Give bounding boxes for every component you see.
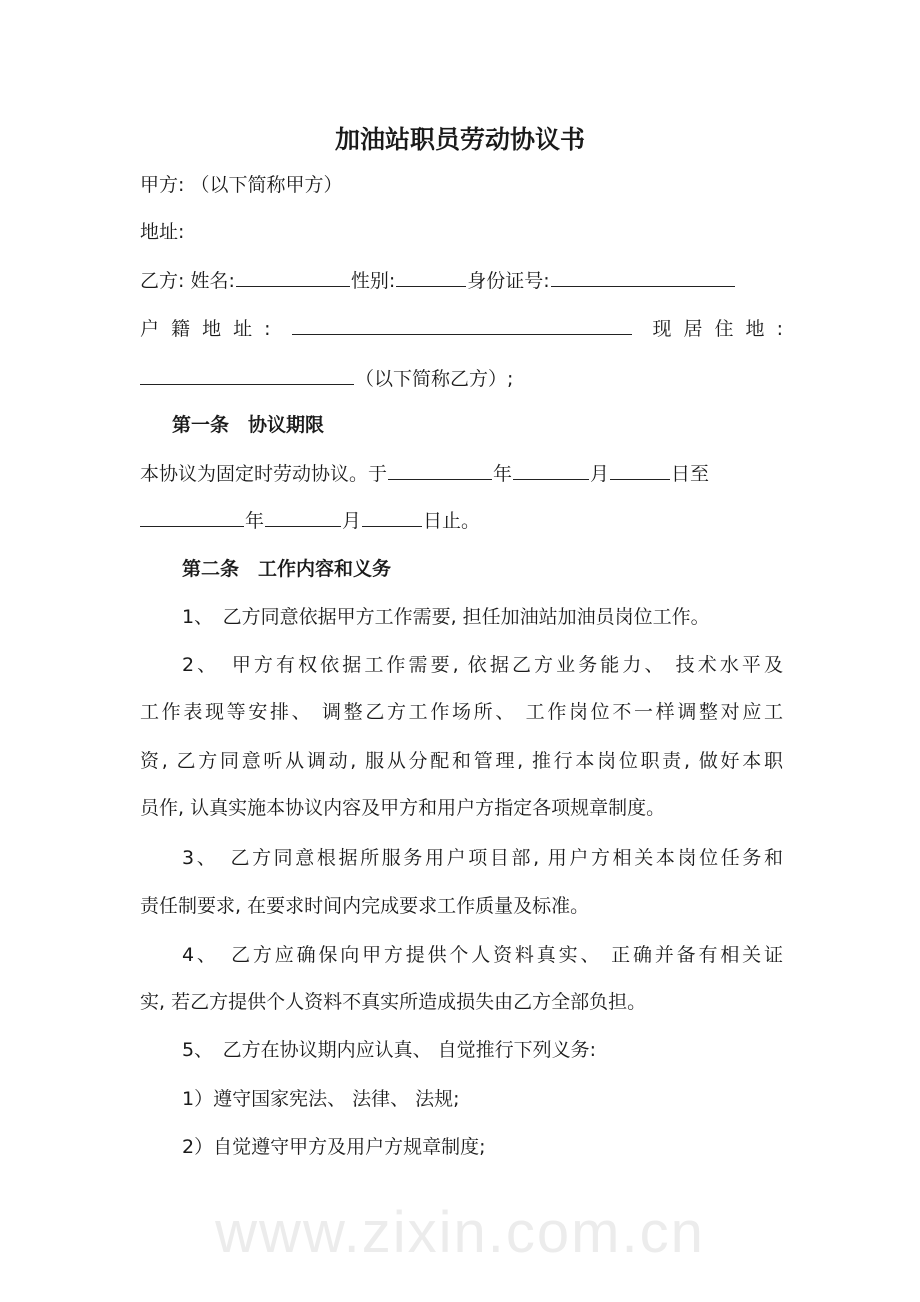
name-blank[interactable]: [236, 267, 350, 287]
hukou-line: [140, 315, 783, 342]
watermark: www.zixin.com.cn: [215, 1200, 705, 1265]
clause-5-item-2: 2）自觉遵守甲方及用户方规章制度;: [182, 1136, 486, 1158]
end-day-blank[interactable]: [362, 507, 422, 527]
end-month-blank[interactable]: [265, 507, 341, 527]
party-b-suffix: （以下简称乙方）;: [355, 368, 514, 390]
current-address-blank[interactable]: [140, 365, 354, 385]
clause-4: 4、 乙方应确保向甲方提供个人资料真实、 正确并备有相关证: [182, 944, 783, 966]
clause-2: 2、 甲方有权依据工作需要, 依据乙方业务能力、 技术水平及: [182, 654, 783, 676]
clause-3-cont: 责任制要求, 在要求时间内完成要求工作质量及标准。: [140, 895, 590, 917]
clause-2-cont: 员作, 认真实施本协议内容及甲方和用户方指定各项规章制度。: [140, 797, 666, 819]
article-1-heading: 第一条 协议期限: [172, 414, 325, 436]
start-year-blank[interactable]: [388, 460, 492, 480]
clause-5-item-1: 1）遵守国家宪法、 法律、 法规;: [182, 1088, 460, 1110]
end-year-blank[interactable]: [140, 507, 244, 527]
id-blank[interactable]: [551, 267, 735, 287]
year-label: 年: [493, 463, 513, 485]
clause-2-cont: 工作表现等安排、 调整乙方工作场所、 工作岗位不一样调整对应工: [140, 701, 783, 723]
start-month-blank[interactable]: [513, 460, 589, 480]
day-to-label: 日至: [671, 463, 710, 485]
clause-3: 3、 乙方同意根据所服务用户项目部, 用户方相关本岗位任务和: [182, 847, 783, 869]
clause-2-cont: 资, 乙方同意听从调动, 服从分配和管理, 推行本岗位职责, 做好本职: [140, 750, 783, 772]
term-prefix: 本协议为固定时劳动协议。于: [140, 463, 388, 485]
hukou-label: 户 籍 地 址 :: [140, 318, 271, 340]
article-2-heading: 第二条 工作内容和义务: [182, 558, 392, 580]
party-a-line: 甲方: （以下简称甲方）: [140, 174, 343, 196]
party-b-line: [140, 267, 783, 294]
clause-5: 5、 乙方在协议期内应认真、 自觉推行下列义务:: [182, 1039, 597, 1061]
current-address-label: 现 居 住 地 :: [652, 318, 783, 340]
month-label: 月: [590, 463, 610, 485]
clause-1: 1、 乙方同意依据甲方工作需要, 担任加油站加油员岗位工作。: [182, 606, 710, 628]
name-label: 乙方: 姓名:: [140, 270, 235, 292]
month-label: 月: [342, 510, 362, 532]
gender-label: 性别:: [350, 270, 396, 292]
start-day-blank[interactable]: [610, 460, 670, 480]
current-address-line: [140, 365, 783, 392]
year-label: 年: [245, 510, 265, 532]
term-line-2: [140, 507, 783, 534]
gender-blank[interactable]: [396, 267, 466, 287]
address-line: 地址:: [140, 221, 185, 243]
clause-4-cont: 实, 若乙方提供个人资料不真实所造成损失由乙方全部负担。: [140, 991, 647, 1013]
document-title: 加油站职员劳动协议书: [334, 125, 585, 154]
hukou-blank[interactable]: [292, 315, 632, 335]
term-line-1: [140, 460, 783, 487]
day-end-label: 日止。: [423, 510, 481, 532]
id-label: 身份证号:: [467, 270, 550, 292]
